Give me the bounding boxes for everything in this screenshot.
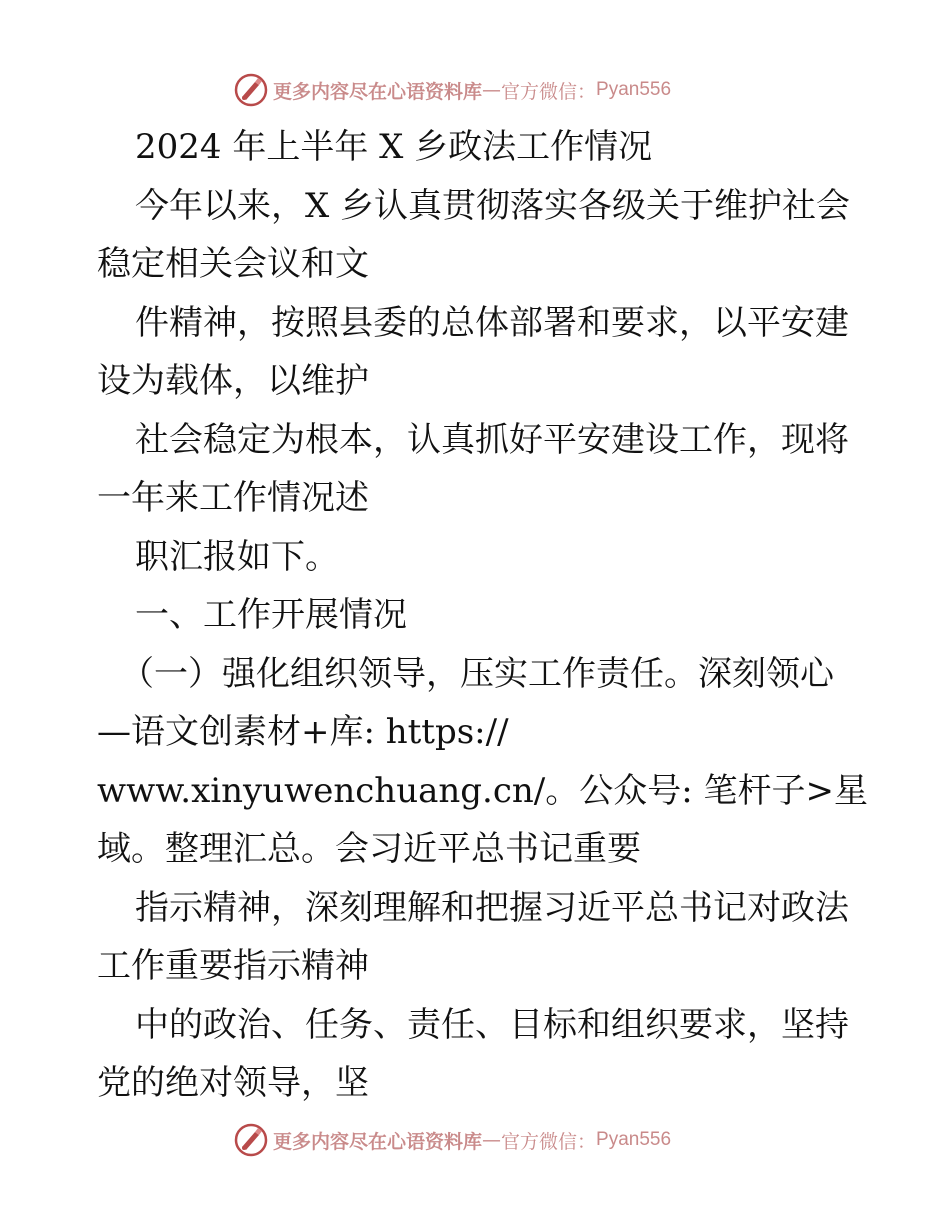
watermark-wechat-id: Pyan556: [596, 79, 672, 100]
watermark-brand: 更多内容尽在心语资料库: [273, 1130, 483, 1153]
watermark-wechat-id: Pyan556: [596, 1129, 672, 1150]
subsection-heading: （一）强化组织领导，压实工作责任。深刻领心: [120, 654, 834, 694]
section-heading: 一、工作开展情况: [135, 595, 407, 635]
text-line: 一年来工作情况述: [97, 478, 369, 518]
text-line: 党的绝对领导，坚: [97, 1063, 369, 1103]
watermark-wechat-label: 官方微信：: [501, 80, 597, 103]
footer-watermark: [0, 1120, 950, 1160]
text-line: 域。整理汇总。会习近平总书记重要: [97, 829, 641, 869]
pen-in-circle-logo-icon: [233, 1122, 269, 1158]
text-line: 社会稳定为根本，认真抓好平安建设工作，现将: [135, 420, 849, 460]
document-title: 2024 年上半年 X 乡政法工作情况: [135, 127, 653, 167]
text-line: 设为载体，以维护: [97, 361, 369, 401]
pen-in-circle-logo-icon: [233, 72, 269, 108]
text-line: 稳定相关会议和文: [97, 244, 369, 284]
text-line: 中的政治、任务、责任、目标和组织要求，坚持: [135, 1005, 849, 1045]
watermark-separator: —: [482, 1129, 502, 1151]
watermark-brand: 更多内容尽在心语资料库: [273, 80, 483, 103]
text-line: —语文创素材+库: https://: [97, 712, 509, 752]
text-line: 工作重要指示精神: [97, 946, 369, 986]
text-line: 今年以来，X 乡认真贯彻落实各级关于维护社会: [135, 186, 851, 226]
text-line: 职汇报如下。: [135, 537, 339, 577]
text-line: 件精神，按照县委的总体部署和要求，以平安建: [135, 303, 849, 343]
text-line: 指示精神，深刻理解和把握习近平总书记对政法: [135, 888, 849, 928]
watermark-separator: —: [482, 79, 502, 101]
text-line: www.xinyuwenchuang.cn/。公众号: 笔杆子>星: [97, 771, 868, 811]
header-watermark: [0, 70, 950, 110]
watermark-wechat-label: 官方微信：: [501, 1130, 597, 1153]
